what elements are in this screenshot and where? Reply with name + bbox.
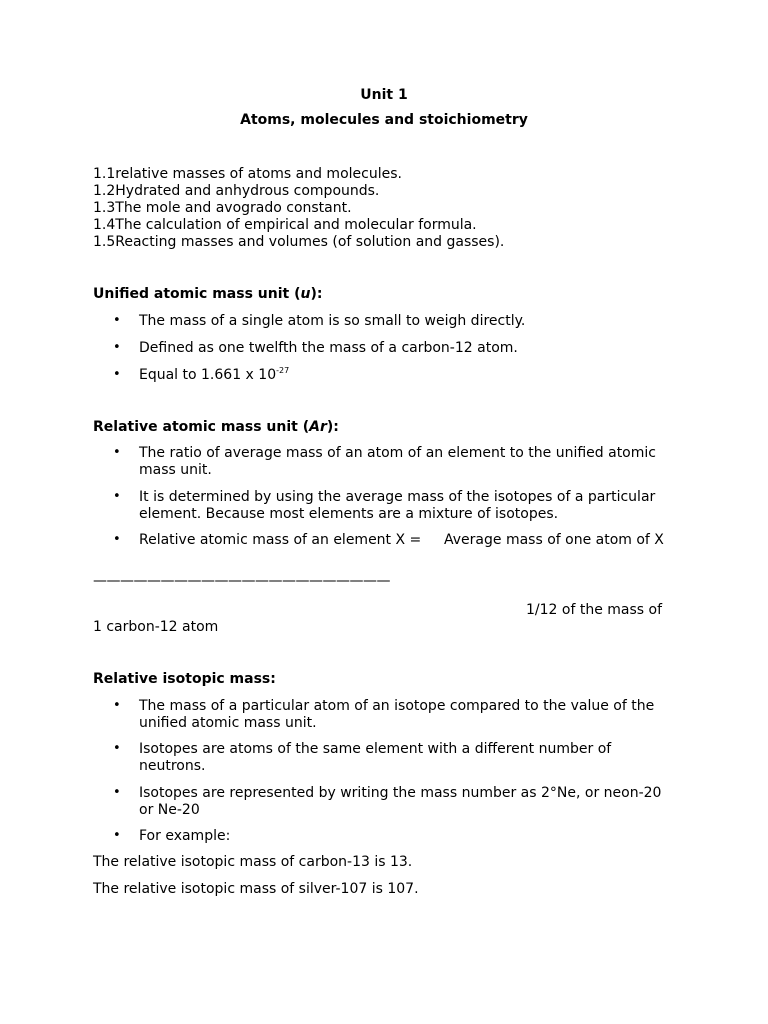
- formula-denominator: 1/12 of the mass of: [526, 602, 663, 618]
- contents-item: 1.1relative masses of atoms and molecules.: [93, 166, 402, 182]
- bullet-glyph: •: [113, 340, 121, 355]
- bullet-glyph: •: [113, 489, 121, 504]
- formula-denominator-continued: 1 carbon-12 atom: [93, 619, 219, 635]
- list-item: For example:: [139, 828, 231, 844]
- example-line: The relative isotopic mass of silver-107 is 107.: [93, 881, 419, 897]
- bullet-glyph: •: [113, 313, 121, 328]
- list-item: The mass of a single atom is so small to weigh directly.: [139, 313, 526, 329]
- bullet-glyph: •: [113, 367, 121, 382]
- section-heading-unified: Unified atomic mass unit (u):: [93, 286, 323, 302]
- list-item: The ratio of average mass of an atom of an element to the unified atomic mass unit.: [139, 445, 656, 478]
- bullet-glyph: •: [113, 698, 121, 713]
- fraction-divider: ——————————————————————: [93, 573, 390, 589]
- exponent: -27: [276, 366, 290, 375]
- bullet-glyph: •: [113, 532, 121, 547]
- bullet-glyph: •: [113, 828, 121, 843]
- section-heading-isotopic: Relative isotopic mass:: [93, 671, 276, 687]
- section-heading-relative-atomic: Relative atomic mass unit (Ar):: [93, 419, 339, 435]
- unit-heading: Unit 1: [360, 87, 408, 103]
- list-item: It is determined by using the average mass of the isotopes of a particular element. Because most elements are a mixture of isotopes.: [139, 489, 656, 522]
- list-item: Isotopes are atoms of the same element with a different number of neutrons.: [139, 741, 612, 774]
- contents-item: 1.5Reacting masses and volumes (of solution and gasses).: [93, 234, 505, 250]
- list-item: Equal to 1.661 x $10^{-27}$: [139, 366, 290, 383]
- list-item: The mass of a particular atom of an isotope compared to the value of the unified atomic mass unit.: [139, 698, 655, 731]
- formula-numerator: Average mass of one atom of X: [444, 532, 664, 548]
- example-line: The relative isotopic mass of carbon-13 is 13.: [93, 854, 413, 870]
- bullet-glyph: •: [113, 741, 121, 756]
- document-title: Atoms, molecules and stoichiometry: [240, 112, 528, 128]
- contents-item: 1.4The calculation of empirical and molecular formula.: [93, 217, 477, 233]
- formula-lhs: Relative atomic mass of an element X =: [139, 532, 422, 548]
- bullet-glyph: •: [113, 445, 121, 460]
- bullet-glyph: •: [113, 785, 121, 800]
- contents-item: 1.2Hydrated and anhydrous compounds.: [93, 183, 380, 199]
- list-item: Isotopes are represented by writing the mass number as 2°Ne, or neon-20 or Ne-20: [139, 785, 662, 818]
- contents-item: 1.3The mole and avogrado constant.: [93, 200, 352, 216]
- list-item: Defined as one twelfth the mass of a carbon-12 atom.: [139, 340, 518, 356]
